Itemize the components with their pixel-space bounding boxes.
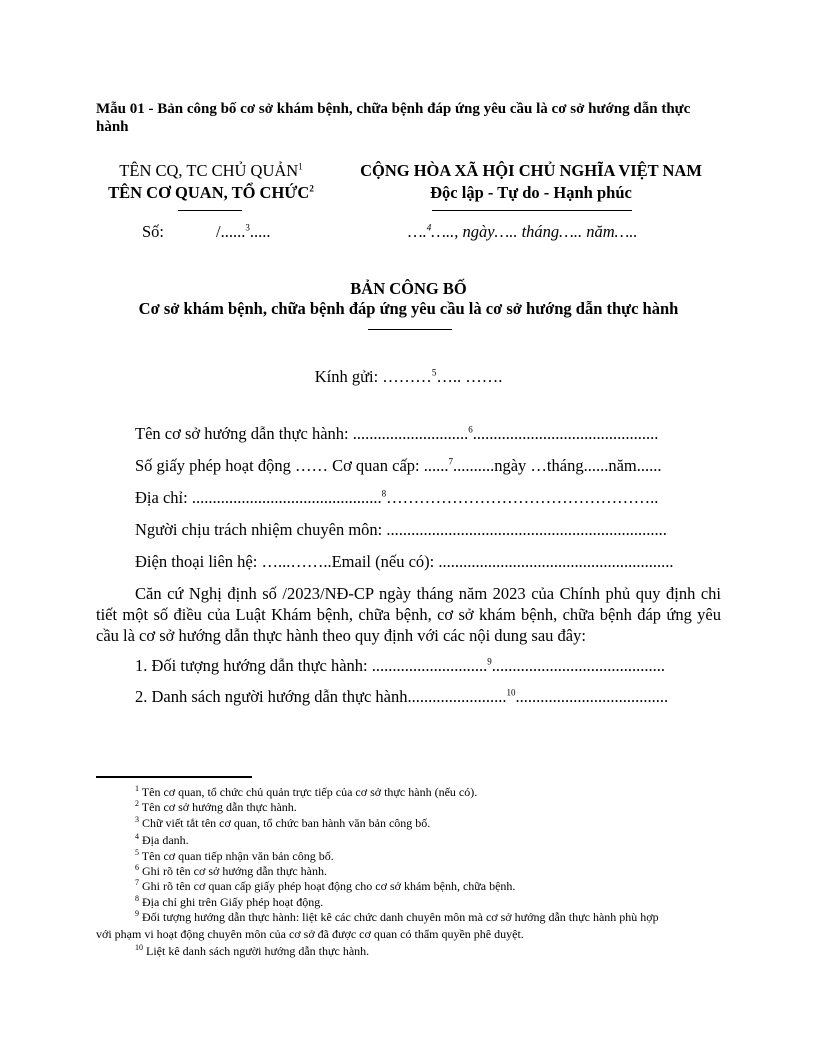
footnote-ref: 1 <box>298 161 303 172</box>
responsible-person-field: Người chịu trách nhiệm chuyên môn: .................................................................... <box>135 520 667 539</box>
license-field: Số giấy phép hoạt động …… Cơ quan cấp: ......$^7$..........ngày …tháng......năm...... <box>135 456 662 475</box>
organization-line <box>96 182 326 204</box>
national-motto: Độc lập - Tự do - Hạnh phúc <box>430 183 632 202</box>
governing-agency-text: TÊN CQ, TC CHỦ QUẢN <box>119 161 299 180</box>
footnote-ref: 5 <box>431 367 437 378</box>
footnote-item: $^1$ Tên cơ quan, tổ chức chủ quản trực tiếp của cơ sở thực hành (nếu có). <box>135 784 478 799</box>
header-right-rule <box>432 210 632 211</box>
footnote-item: $^7$ Ghi rõ tên cơ quan cấp giấy phép hoạt động cho cơ sở khám bệnh, chữa bệnh. <box>135 878 516 893</box>
legal-basis-paragraph <box>96 583 721 646</box>
announcement-title: BẢN CÔNG BỐ <box>350 279 467 298</box>
announcement-subtitle: Cơ sở khám bệnh, chữa bệnh đáp ứng yêu cầu là cơ sở hướng dẫn thực hành <box>138 299 679 318</box>
training-subjects-item: 1. Đối tượng hướng dẫn thực hành: ............................$^9$.......................................... <box>135 656 666 675</box>
footnote-item: $^6$ Ghi rõ tên cơ sở hướng dẫn thực hành. <box>135 863 328 878</box>
footnote-item: $^8$ Địa chỉ ghi trên Giấy phép hoạt động. <box>135 894 324 909</box>
footnote-separator <box>96 776 252 778</box>
footnote-ref: 10 <box>506 687 516 698</box>
place-date-line: ….$^4$….., ngày….. tháng….. năm….. <box>408 222 638 241</box>
footnote-ref: 7 <box>448 456 453 467</box>
number-value: /...... <box>216 222 246 241</box>
footnote-item: $^4$ Địa danh. <box>135 832 189 847</box>
number-label: Số: <box>142 222 165 241</box>
footnote-ref: 9 <box>487 656 492 667</box>
document-number: Số: /......$^3$..... <box>142 222 271 241</box>
footnote-ref: 2 <box>309 183 314 194</box>
organization-text: TÊN CƠ QUAN, TỔ CHỨC <box>108 183 310 202</box>
footnote-item: $^2$ Tên cơ sở hướng dẫn thực hành. <box>135 799 297 814</box>
footnote-ref: 4 <box>426 222 432 233</box>
instructor-list-item: 2. Danh sách người hướng dẫn thực hành........................$^{10}$..................................... <box>135 687 669 706</box>
national-title: CỘNG HÒA XÃ HỘI CHỦ NGHĨA VIỆT NAM <box>360 161 702 180</box>
footnote-ref: 6 <box>468 424 473 435</box>
footnote-item: $^5$ Tên cơ quan tiếp nhận văn bản công bố. <box>135 848 334 863</box>
document-title: Mẫu 01 - Bản công bố cơ sở khám bệnh, chữa bệnh đáp ứng yêu cầu là cơ sở hướng dẫn thực hành <box>96 101 691 135</box>
recipient-line: Kính gửi: ………$^5$….. ……. <box>314 367 503 386</box>
footnote-item: $^3$ Chữ viết tắt tên cơ quan, tổ chức ban hành văn bản công bố. <box>135 815 431 830</box>
footnote-item: $^9$ Đối tượng hướng dẫn thực hành: liệt kê các chức danh chuyên môn mà cơ sở hướng dẫn thực hành phù hợp <box>135 909 659 924</box>
governing-agency-line <box>96 160 326 182</box>
date-text: ….., ngày….. tháng….. năm….. <box>431 222 638 241</box>
footnote-continuation: với phạm vi hoạt động chuyên môn của cơ sở đã được cơ quan có thẩm quyền phê duyệt. <box>96 927 524 941</box>
title-rule <box>368 329 452 330</box>
contact-field: Điện thoại liên hệ: …...……..Email (nếu có): ......................................................... <box>135 552 674 571</box>
footnote-item: $^{10}$ Liệt kê danh sách người hướng dẫn thực hành. <box>135 943 370 958</box>
header-left-rule <box>178 210 242 211</box>
footnote-ref: 3 <box>245 222 250 233</box>
footnote-ref: 8 <box>381 488 387 499</box>
facility-name-field: Tên cơ sở hướng dẫn thực hành: ............................$^6$............................................. <box>135 424 659 443</box>
address-field: Địa chỉ: ..............................................$^8$………………………………………….. <box>135 488 659 507</box>
legal-basis-text: Căn cứ Nghị định số /2023/NĐ-CP ngày tháng năm 2023 của Chính phủ quy định chi tiết một số điều của Luật Khám bệnh, chữa bệnh, cơ sở khám bệnh, chữa bệnh đáp ứng yêu cầu là cơ sở hướng dẫn thực hành theo quy định với các nội dung sau đây: <box>96 584 721 645</box>
